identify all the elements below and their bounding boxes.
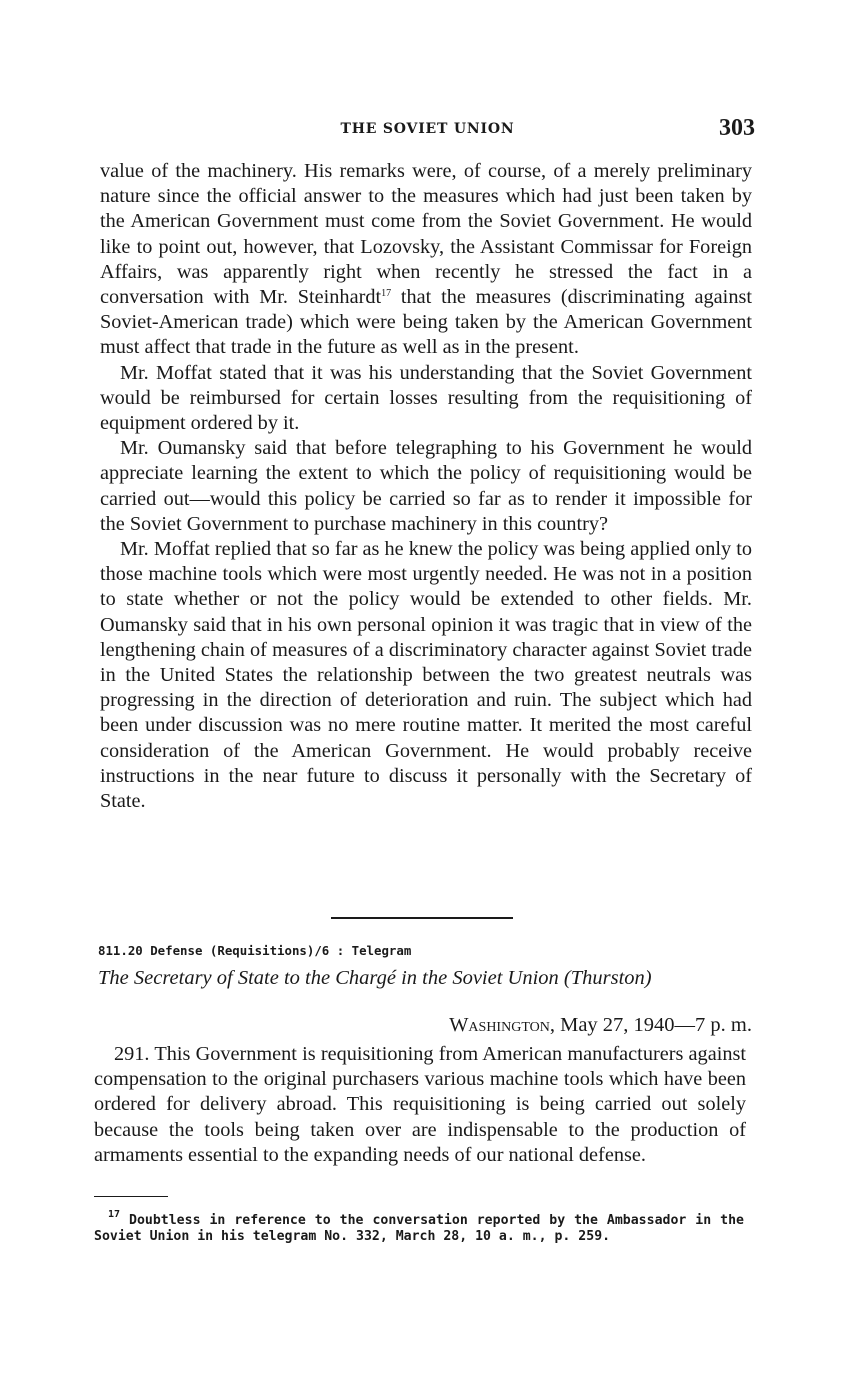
dateline-date: , May 27, 1940—7 p. m.	[549, 1014, 752, 1036]
paragraph: Mr. Moffat replied that so far as he knew the policy was being applied only to those machine tools which were most urgently needed. He was not in a position to state whether or not the policy would be extended to other fields. Mr. Oumansky said that in his own personal opinion it was tragic that in view of the lengthening chain of measures of a discriminatory character against Soviet trade in the United States the relationship between the two greatest neutrals was progressing in the direction of deterioration and ruin. The subject which had been under discussion was no mere routine matter. It merited the most careful consideration of the American Government. He would probably receive instructions in the near future to discuss it personally with the Secretary of State.	[100, 538, 752, 813]
paragraph: Mr. Moffat stated that it was his understanding that the Soviet Government would be reimbursed for certain losses resulting from the requisitioning of equipment ordered by it.	[100, 361, 752, 435]
footnote-text: Doubtless in reference to the conversation reported by the Ambassador in the Soviet Union in his telegram No. 332, March 28, 10 a. m., p. 259.	[94, 1213, 744, 1244]
paragraph-text: value of the machinery. His remarks were, of course, of a merely preliminary nature since the official answer to the measures which had just been taken by the American Government must come from the Soviet Government. He would like to point out, however, that Lozovsky, the Assistant Commissar for Foreign Affairs, was apparently right when recently he stressed the fact in a conversation with Mr. Steinhardt	[100, 160, 752, 309]
section-divider	[331, 917, 513, 919]
footnote	[94, 1209, 744, 1244]
running-head	[100, 115, 755, 144]
paragraph: 291. This Government is requisitioning from American manufacturers against compensation to the original purchasers various machine tools which have been ordered for delivery abroad. This requisitioning is being carried out solely because the tools being taken over are indispensable to the production of armaments essential to the expanding needs of our national defense.	[94, 1043, 746, 1166]
running-title: THE SOVIET UNION	[340, 121, 515, 137]
footnote-reference: 17	[381, 288, 392, 300]
dateline-place: Washington	[449, 1014, 550, 1036]
paragraph: Mr. Oumansky said that before telegraphing to his Government he would appreciate learning the extent to which the policy of requisitioning would be carried out—would this policy be carried so far as to render it impossible for the Soviet Government to purchase machinery in this country?	[100, 437, 752, 535]
paragraph	[100, 159, 752, 361]
document-title: The Secretary of State to the Chargé in the Soviet Union (Thurston)	[98, 967, 652, 989]
telegram-text	[94, 1042, 746, 1168]
dateline	[449, 1014, 752, 1037]
footnote-number: 17	[108, 1209, 121, 1220]
paragraph-text: that the measures (discriminating against Soviet-American trade) which were being taken by the American Government must affect that trade in the future as well as in the present.	[100, 286, 752, 359]
file-reference: 811.20 Defense (Requisitions)/6 : Telegram	[98, 943, 412, 958]
body-text-continued	[100, 159, 752, 814]
page-number: 303	[719, 115, 755, 141]
footnote-body	[94, 1209, 744, 1244]
footnote-rule	[94, 1196, 168, 1197]
